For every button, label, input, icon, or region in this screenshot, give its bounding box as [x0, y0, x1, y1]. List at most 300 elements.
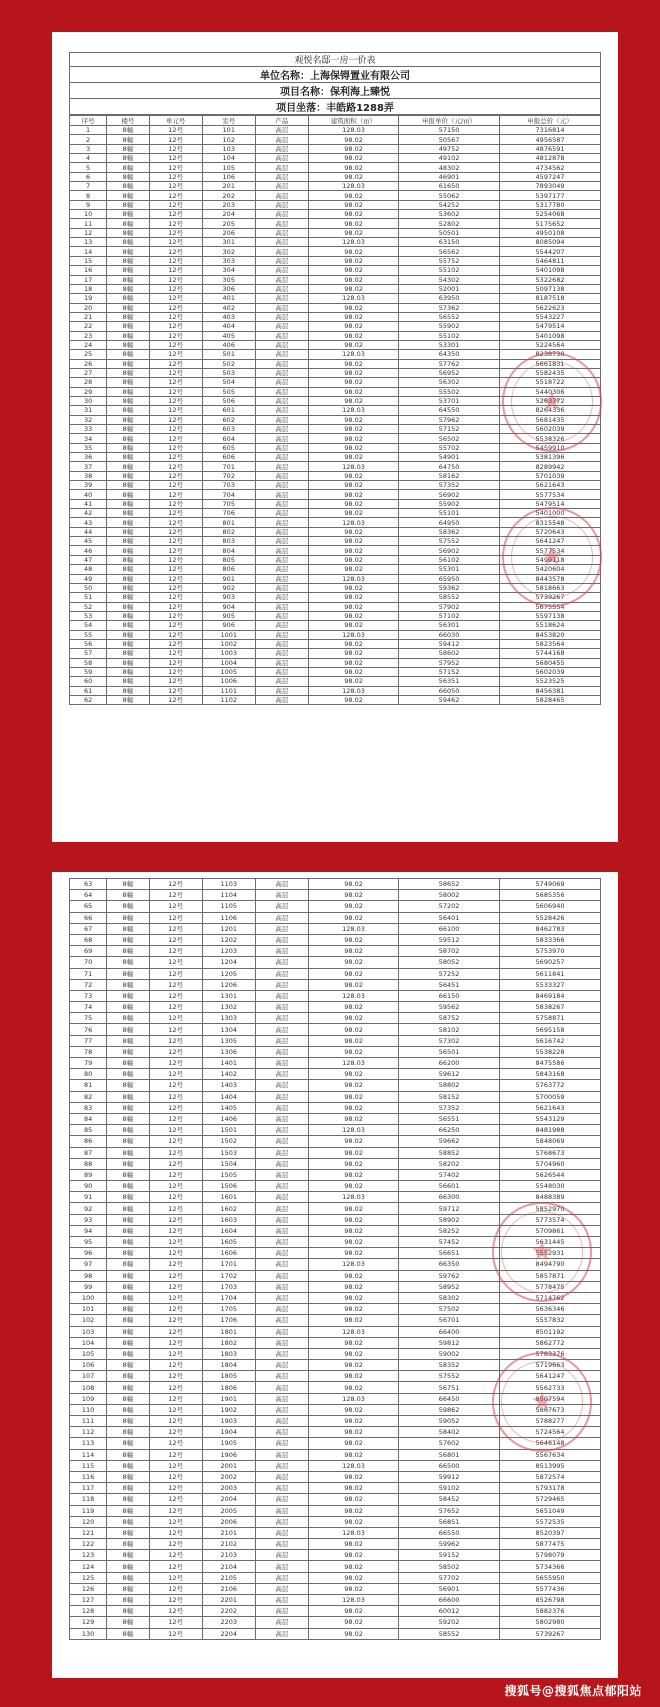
cell-unit-price: 58552 — [399, 1628, 500, 1639]
table-row — [70, 238, 601, 247]
cell-building: 8幢 — [107, 1628, 149, 1639]
cell-unit-price: 54901 — [399, 453, 500, 462]
cell-total-price: 5729465 — [500, 1494, 601, 1505]
cell-total-price: 5695158 — [500, 1024, 601, 1035]
cell-unit-price: 56302 — [399, 378, 500, 387]
cell-index: 44 — [70, 527, 107, 536]
cell-total-price: 8526798 — [500, 1595, 601, 1606]
cell-building: 8幢 — [107, 1348, 149, 1359]
cell-index: 60 — [70, 677, 107, 686]
cell-unit-price: 59962 — [399, 1539, 500, 1550]
cell-building: 8幢 — [107, 406, 149, 415]
cell-total-price: 5224564 — [500, 340, 601, 349]
table-row — [70, 1091, 601, 1102]
cell-index: 81 — [70, 1080, 107, 1091]
cell-product: 高层 — [255, 303, 308, 312]
cell-unit: 12号 — [149, 518, 202, 527]
cell-unit: 12号 — [149, 247, 202, 256]
cell-product: 高层 — [255, 1539, 308, 1550]
cell-building: 8幢 — [107, 499, 149, 508]
cell-building: 8幢 — [107, 144, 149, 153]
cell-unit-price: 63150 — [399, 238, 500, 247]
cell-unit-price: 66600 — [399, 1595, 500, 1606]
cell-product: 高层 — [255, 1091, 308, 1102]
cell-unit: 12号 — [149, 1237, 202, 1248]
cell-unit: 12号 — [149, 611, 202, 620]
cell-building: 8幢 — [107, 686, 149, 695]
cell-total-price: 5680455 — [500, 658, 601, 667]
cell-building: 8幢 — [107, 1069, 149, 1080]
cell-area: 98.02 — [308, 677, 398, 686]
cell-area: 98.02 — [308, 247, 398, 256]
table-row — [70, 312, 601, 321]
cell-total-price: 5528426 — [500, 912, 601, 923]
cell-area: 98.02 — [308, 453, 398, 462]
cell-total-price: 8085094 — [500, 238, 601, 247]
cell-room: 803 — [202, 537, 255, 546]
cell-total-price: 5739267 — [500, 1628, 601, 1639]
cell-total-price: 8501192 — [500, 1326, 601, 1337]
table-row — [70, 1214, 601, 1225]
cell-index: 4 — [70, 154, 107, 163]
table-row — [70, 518, 601, 527]
cell-room: 1606 — [202, 1248, 255, 1259]
cell-product: 高层 — [255, 1169, 308, 1180]
cell-room: 1802 — [202, 1337, 255, 1348]
cell-area: 98.02 — [308, 387, 398, 396]
cell-unit-price: 57702 — [399, 1572, 500, 1583]
table-row — [70, 546, 601, 555]
table-row — [70, 294, 601, 303]
cell-room: 1804 — [202, 1360, 255, 1371]
cell-total-price: 5848069 — [500, 1136, 601, 1147]
cell-room: 805 — [202, 555, 255, 564]
table-row — [70, 1248, 601, 1259]
cell-unit-price: 58702 — [399, 946, 500, 957]
cell-unit: 12号 — [149, 154, 202, 163]
cell-unit-price: 57102 — [399, 611, 500, 620]
cell-area: 98.02 — [308, 1583, 398, 1594]
cell-unit: 12号 — [149, 968, 202, 979]
cell-total-price: 5381396 — [500, 453, 601, 462]
cell-room: 1005 — [202, 667, 255, 676]
cell-unit-price: 57402 — [399, 1169, 500, 1180]
cell-area: 128.03 — [308, 574, 398, 583]
cell-unit-price: 58952 — [399, 1281, 500, 1292]
cell-unit: 12号 — [149, 1158, 202, 1169]
cell-room: 901 — [202, 574, 255, 583]
cell-index: 51 — [70, 593, 107, 602]
cell-building: 8幢 — [107, 434, 149, 443]
cell-total-price: 5602039 — [500, 425, 601, 434]
cell-unit: 12号 — [149, 1550, 202, 1561]
cell-total-price: 5724564 — [500, 1427, 601, 1438]
cell-product: 高层 — [255, 957, 308, 968]
cell-total-price: 5097138 — [500, 284, 601, 293]
cell-unit: 12号 — [149, 1460, 202, 1471]
cell-unit: 12号 — [149, 946, 202, 957]
cell-area: 98.02 — [308, 1572, 398, 1583]
table-row — [70, 555, 601, 564]
cell-area: 98.02 — [308, 593, 398, 602]
cell-unit: 12号 — [149, 1091, 202, 1102]
cell-total-price: 4734562 — [500, 163, 601, 172]
cell-index: 78 — [70, 1046, 107, 1057]
table-row — [70, 1572, 601, 1583]
cell-total-price: 5641247 — [500, 1371, 601, 1382]
cell-index: 6 — [70, 172, 107, 181]
cell-room: 1201 — [202, 923, 255, 934]
cell-room: 703 — [202, 481, 255, 490]
table-row — [70, 396, 601, 405]
cell-index: 55 — [70, 630, 107, 639]
table-row — [70, 1348, 601, 1359]
cell-building: 8幢 — [107, 312, 149, 321]
table-row — [70, 1483, 601, 1494]
cell-product: 高层 — [255, 1158, 308, 1169]
cell-unit: 12号 — [149, 1494, 202, 1505]
cell-unit-price: 57552 — [399, 1371, 500, 1382]
table-row — [70, 1527, 601, 1538]
table-row — [70, 1125, 601, 1136]
table-row — [70, 923, 601, 934]
cell-building: 8幢 — [107, 1181, 149, 1192]
cell-area: 98.02 — [308, 1348, 398, 1359]
cell-unit: 12号 — [149, 256, 202, 265]
cell-unit: 12号 — [149, 1572, 202, 1583]
cell-unit-price: 66200 — [399, 1058, 500, 1069]
cell-building: 8幢 — [107, 228, 149, 237]
cell-total-price: 5533327 — [500, 979, 601, 990]
cell-total-price: 8289942 — [500, 462, 601, 471]
table-row — [70, 1225, 601, 1236]
cell-unit: 12号 — [149, 1471, 202, 1482]
cell-index: 74 — [70, 1002, 107, 1013]
cell-unit-price: 58102 — [399, 1024, 500, 1035]
cell-product: 高层 — [255, 1505, 308, 1516]
cell-total-price: 5734366 — [500, 1561, 601, 1572]
cell-index: 53 — [70, 611, 107, 620]
cell-area: 128.03 — [308, 1192, 398, 1203]
cell-product: 高层 — [255, 1225, 308, 1236]
cell-product: 高层 — [255, 425, 308, 434]
cell-building: 8幢 — [107, 1449, 149, 1460]
cell-product: 高层 — [255, 639, 308, 648]
cell-room: 1501 — [202, 1125, 255, 1136]
cell-building: 8幢 — [107, 368, 149, 377]
cell-unit: 12号 — [149, 1069, 202, 1080]
cell-total-price: 8453820 — [500, 630, 601, 639]
table-row — [70, 1169, 601, 1180]
cell-room: 2203 — [202, 1617, 255, 1628]
cell-index: 129 — [70, 1617, 107, 1628]
cell-total-price: 5401000 — [500, 509, 601, 518]
table-row — [70, 1371, 601, 1382]
table-row — [70, 256, 601, 265]
cell-index: 24 — [70, 340, 107, 349]
cell-unit-price: 55062 — [399, 191, 500, 200]
cell-area: 128.03 — [308, 990, 398, 1001]
table-row — [70, 1449, 601, 1460]
cell-index: 69 — [70, 946, 107, 957]
cell-building: 8幢 — [107, 359, 149, 368]
cell-room: 2001 — [202, 1460, 255, 1471]
cell-area: 98.02 — [308, 1539, 398, 1550]
table-row — [70, 1046, 601, 1057]
cell-area: 98.02 — [308, 396, 398, 405]
cell-product: 高层 — [255, 1270, 308, 1281]
cell-area: 98.02 — [308, 537, 398, 546]
cell-room: 304 — [202, 266, 255, 275]
cell-unit: 12号 — [149, 1046, 202, 1057]
cell-product: 高层 — [255, 901, 308, 912]
cell-unit: 12号 — [149, 1169, 202, 1180]
cell-unit: 12号 — [149, 1113, 202, 1124]
cell-unit-price: 57352 — [399, 1102, 500, 1113]
cell-total-price: 4950108 — [500, 228, 601, 237]
cell-product: 高层 — [255, 923, 308, 934]
cell-unit: 12号 — [149, 695, 202, 704]
cell-product: 高层 — [255, 378, 308, 387]
cell-building: 8幢 — [107, 1404, 149, 1415]
cell-total-price: 8462783 — [500, 923, 601, 934]
cell-room: 2201 — [202, 1595, 255, 1606]
cell-total-price: 4876591 — [500, 144, 601, 153]
cell-total-price: 8475586 — [500, 1058, 601, 1069]
cell-unit-price: 66500 — [399, 1460, 500, 1471]
table-row — [70, 154, 601, 163]
cell-index: 89 — [70, 1169, 107, 1180]
cell-unit-price: 66450 — [399, 1393, 500, 1404]
sheet-title: 观悦名邸一房一价表 — [70, 53, 601, 67]
cell-total-price: 5577534 — [500, 490, 601, 499]
cell-index: 45 — [70, 537, 107, 546]
cell-room: 1505 — [202, 1169, 255, 1180]
cell-area: 98.02 — [308, 1382, 398, 1393]
cell-unit: 12号 — [149, 200, 202, 209]
cell-unit: 12号 — [149, 172, 202, 181]
cell-total-price: 5675554 — [500, 602, 601, 611]
cell-area: 98.02 — [308, 359, 398, 368]
cell-building: 8幢 — [107, 621, 149, 630]
cell-total-price: 5793178 — [500, 1483, 601, 1494]
cell-area: 128.03 — [308, 182, 398, 191]
cell-unit-price: 57302 — [399, 1035, 500, 1046]
cell-product: 高层 — [255, 219, 308, 228]
table-row — [70, 621, 601, 630]
cell-index: 66 — [70, 912, 107, 923]
table-row — [70, 1259, 601, 1270]
cell-unit-price: 57902 — [399, 602, 500, 611]
cell-building: 8幢 — [107, 1471, 149, 1482]
cell-unit: 12号 — [149, 1058, 202, 1069]
cell-product: 高层 — [255, 1516, 308, 1527]
cell-area: 128.03 — [308, 462, 398, 471]
cell-product: 高层 — [255, 1080, 308, 1091]
cell-total-price: 8264336 — [500, 406, 601, 415]
cell-total-price: 5263772 — [500, 396, 601, 405]
table-row — [70, 593, 601, 602]
cell-unit-price: 57152 — [399, 425, 500, 434]
cell-index: 38 — [70, 471, 107, 480]
cell-building: 8幢 — [107, 537, 149, 546]
cell-room: 1206 — [202, 979, 255, 990]
cell-unit: 12号 — [149, 1304, 202, 1315]
cell-area: 128.03 — [308, 923, 398, 934]
cell-total-price: 5778475 — [500, 1281, 601, 1292]
cell-building: 8幢 — [107, 1460, 149, 1471]
cell-unit: 12号 — [149, 1080, 202, 1091]
cell-product: 高层 — [255, 144, 308, 153]
cell-room: 1702 — [202, 1270, 255, 1281]
cell-area: 98.02 — [308, 228, 398, 237]
cell-area: 128.03 — [308, 294, 398, 303]
cell-unit: 12号 — [149, 1449, 202, 1460]
cell-product: 高层 — [255, 574, 308, 583]
cell-area: 98.02 — [308, 1181, 398, 1192]
cell-product: 高层 — [255, 968, 308, 979]
cell-index: 122 — [70, 1539, 107, 1550]
cell-room: 1304 — [202, 1024, 255, 1035]
cell-total-price: 5401098 — [500, 331, 601, 340]
cell-unit: 12号 — [149, 340, 202, 349]
cell-unit-price: 58002 — [399, 890, 500, 901]
cell-room: 601 — [202, 406, 255, 415]
cell-building: 8幢 — [107, 191, 149, 200]
cell-index: 71 — [70, 968, 107, 979]
cell-room: 1003 — [202, 649, 255, 658]
table-row — [70, 219, 601, 228]
table-row — [70, 667, 601, 676]
cell-product: 高层 — [255, 163, 308, 172]
cell-area: 98.02 — [308, 527, 398, 536]
cell-room: 403 — [202, 312, 255, 321]
cell-product: 高层 — [255, 1427, 308, 1438]
cell-area: 98.02 — [308, 957, 398, 968]
cell-building: 8幢 — [107, 879, 149, 890]
cell-building: 8幢 — [107, 1304, 149, 1315]
cell-unit-price: 56901 — [399, 1583, 500, 1594]
cell-total-price: 5479514 — [500, 499, 601, 508]
cell-index: 20 — [70, 303, 107, 312]
cell-total-price: 5577436 — [500, 1583, 601, 1594]
cell-room: 806 — [202, 565, 255, 574]
cell-product: 高层 — [255, 1337, 308, 1348]
cell-unit-price: 46901 — [399, 172, 500, 181]
cell-unit: 12号 — [149, 387, 202, 396]
cell-area: 98.02 — [308, 256, 398, 265]
cell-building: 8幢 — [107, 1550, 149, 1561]
cell-unit-price: 66150 — [399, 990, 500, 1001]
cell-index: 127 — [70, 1595, 107, 1606]
cell-unit-price: 59462 — [399, 695, 500, 704]
cell-total-price: 5753970 — [500, 946, 601, 957]
cell-room: 1504 — [202, 1158, 255, 1169]
cell-unit: 12号 — [149, 210, 202, 219]
table-row — [70, 200, 601, 209]
cell-room: 804 — [202, 546, 255, 555]
cell-room: 1204 — [202, 957, 255, 968]
cell-index: 10 — [70, 210, 107, 219]
cell-room: 405 — [202, 331, 255, 340]
cell-unit: 12号 — [149, 331, 202, 340]
cell-product: 高层 — [255, 686, 308, 695]
cell-room: 501 — [202, 350, 255, 359]
cell-unit-price: 58252 — [399, 1225, 500, 1236]
cell-building: 8幢 — [107, 1002, 149, 1013]
cell-unit-price: 59662 — [399, 1136, 500, 1147]
cell-index: 73 — [70, 990, 107, 1001]
cell-unit: 12号 — [149, 1102, 202, 1113]
cell-product: 高层 — [255, 1069, 308, 1080]
cell-index: 105 — [70, 1348, 107, 1359]
cell-product: 高层 — [255, 1192, 308, 1203]
cell-total-price: 5567634 — [500, 1449, 601, 1460]
cell-area: 98.02 — [308, 1438, 398, 1449]
cell-total-price: 8494790 — [500, 1259, 601, 1270]
table-row — [70, 912, 601, 923]
cell-index: 107 — [70, 1371, 107, 1382]
cell-room: 1101 — [202, 686, 255, 695]
cell-product: 高层 — [255, 667, 308, 676]
cell-unit-price: 59912 — [399, 1471, 500, 1482]
cell-building: 8幢 — [107, 695, 149, 704]
table-row — [70, 462, 601, 471]
cell-unit-price: 66300 — [399, 1192, 500, 1203]
cell-area: 98.02 — [308, 1628, 398, 1639]
cell-product: 高层 — [255, 126, 308, 135]
cell-total-price: 5833366 — [500, 934, 601, 945]
cell-total-price: 5720643 — [500, 527, 601, 536]
cell-room: 504 — [202, 378, 255, 387]
cell-building: 8幢 — [107, 1091, 149, 1102]
table-row — [70, 126, 601, 135]
table-row — [70, 658, 601, 667]
cell-area: 98.02 — [308, 434, 398, 443]
cell-unit-price: 58752 — [399, 1013, 500, 1024]
table-row — [70, 172, 601, 181]
cell-unit: 12号 — [149, 378, 202, 387]
cell-room: 1704 — [202, 1292, 255, 1303]
cell-unit-price: 54252 — [399, 200, 500, 209]
cell-area: 98.02 — [308, 200, 398, 209]
cell-product: 高层 — [255, 695, 308, 704]
table-row — [70, 228, 601, 237]
cell-unit-price: 64350 — [399, 350, 500, 359]
cell-area: 98.02 — [308, 1494, 398, 1505]
cell-product: 高层 — [255, 1292, 308, 1303]
cell-total-price: 5714762 — [500, 1292, 601, 1303]
cell-building: 8幢 — [107, 210, 149, 219]
cell-index: 116 — [70, 1471, 107, 1482]
cell-unit: 12号 — [149, 350, 202, 359]
cell-total-price: 8456381 — [500, 686, 601, 695]
cell-unit: 12号 — [149, 1225, 202, 1236]
cell-building: 8幢 — [107, 912, 149, 923]
cell-unit: 12号 — [149, 1136, 202, 1147]
cell-index: 99 — [70, 1281, 107, 1292]
cell-unit-price: 58902 — [399, 1214, 500, 1225]
table-row — [70, 574, 601, 583]
cell-product: 高层 — [255, 1438, 308, 1449]
cell-unit-price: 59762 — [399, 1270, 500, 1281]
cell-index: 13 — [70, 238, 107, 247]
cell-unit-price: 57602 — [399, 1438, 500, 1449]
cell-index: 101 — [70, 1304, 107, 1315]
cell-room: 602 — [202, 415, 255, 424]
table-row — [70, 340, 601, 349]
cell-index: 91 — [70, 1192, 107, 1203]
